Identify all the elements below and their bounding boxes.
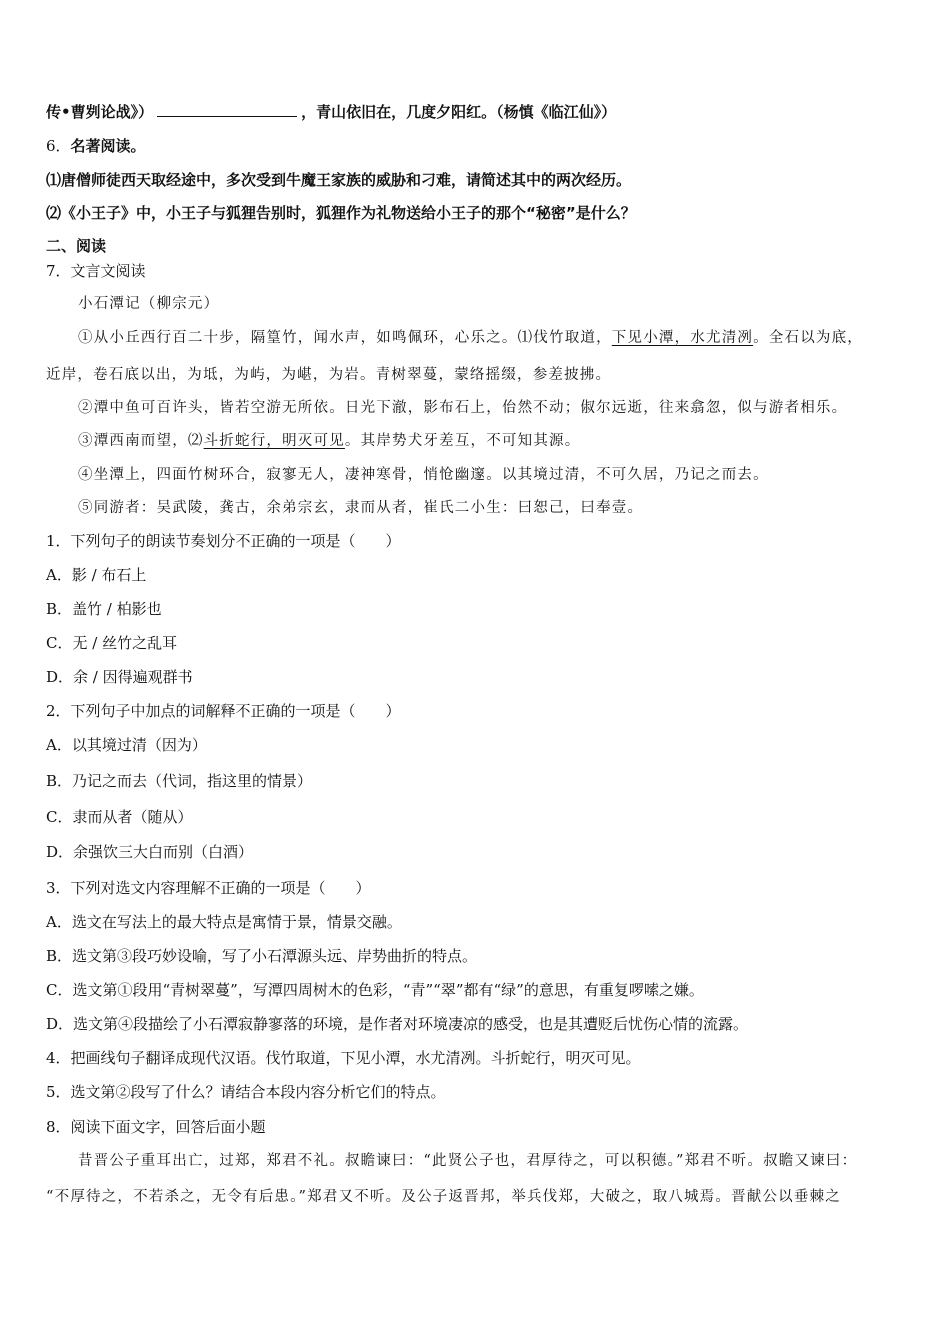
q6-heading bbox=[46, 136, 146, 156]
p3-text: ③潭西南而望，⑵ bbox=[78, 433, 204, 449]
sq1-option-a[interactable]: A．影 / 布石上 bbox=[46, 566, 147, 584]
sq2-option-a[interactable]: A．以其境过清（因为） bbox=[46, 736, 207, 754]
source-text: 传•曹刿论战》） bbox=[46, 103, 154, 121]
poem-text: ，青山依旧在，几度夕阳红。（杨慎《临江仙》） bbox=[301, 103, 617, 121]
sq3-option-c[interactable]: C．选文第①段用“青树翠蔓”，写潭四周树木的色彩，“青”“翠”都有“绿”的意思，有重复啰嗦之嫌。 bbox=[46, 981, 704, 999]
passage-p1-cont: 近岸，卷石底以出，为坻，为屿，为嵁，为岩。青树翠蔓，蒙络摇缀，参差披拂。 bbox=[46, 367, 612, 383]
sq3-option-b[interactable]: B．选文第③段巧妙设喻，写了小石潭源头远、岸势曲折的特点。 bbox=[46, 947, 478, 965]
passage-p3 bbox=[78, 431, 580, 451]
q8-passage-p1: 昔晋公子重耳出亡，过郑，郑君不礼。叔瞻谏曰：“此贤公子也，君厚待之，可以积德。”郑君不听。叔瞻又谏曰： bbox=[78, 1153, 858, 1169]
passage-title: 小石潭记（柳宗元） bbox=[78, 296, 220, 312]
sq1-stem: 1．下列句子的朗读节奏划分不正确的一项是（ ） bbox=[46, 532, 401, 550]
sq2-option-d[interactable]: D．余强饮三大白而别（白酒） bbox=[46, 843, 254, 861]
sq3-option-a[interactable]: A．选文在写法上的最大特点是寓情于景，情景交融。 bbox=[46, 913, 402, 931]
p1-text-cont: 。全石以为底， bbox=[753, 330, 864, 346]
q8-label: 8．阅读下面文字，回答后面小题 bbox=[46, 1118, 266, 1136]
p3-text-cont: 。其岸势犬牙差互，不可知其源。 bbox=[344, 433, 581, 449]
fill-blank[interactable] bbox=[157, 102, 297, 117]
sq4-text: 4．把画线句子翻译成现代汉语。伐竹取道，下见小潭，水尤清冽。斗折蛇行，明灭可见。 bbox=[46, 1049, 641, 1067]
sq2-stem: 2．下列句子中加点的词解释不正确的一项是（ ） bbox=[46, 702, 401, 720]
q6-number: 6． bbox=[46, 137, 71, 155]
q8-passage-p2: “不厚待之，不若杀之，无令有后患。”郑君又不听。及公子返晋邦，举兵伐郑，大破之，取八城焉。晋献公以垂棘之 bbox=[46, 1189, 841, 1205]
section-title: 二、阅读 bbox=[46, 237, 107, 255]
sq1-option-d[interactable]: D．余 / 因得遍观群书 bbox=[46, 668, 193, 686]
sq5-text: 5．选文第②段写了什么？请结合本段内容分析它们的特点。 bbox=[46, 1083, 446, 1101]
q6-sub2: ⑵《小王子》中，小王子与狐狸告别时，狐狸作为礼物送给小王子的那个“秘密”是什么？ bbox=[46, 204, 636, 222]
passage-p4: ④坐潭上，四面竹树环合，寂寥无人，凄神寒骨，悄怆幽邃。以其境过清，不可久居，乃记之而去。 bbox=[78, 467, 769, 483]
passage-p1 bbox=[78, 328, 863, 348]
sq1-option-b[interactable]: B．盖竹 / 柏影也 bbox=[46, 600, 162, 618]
poem-fill-line bbox=[46, 102, 616, 122]
underlined-sentence-2: 斗折蛇行，明灭可见 bbox=[203, 433, 345, 449]
q6-title: 名著阅读。 bbox=[70, 137, 146, 155]
underlined-sentence-1: 下见小潭，水尤清冽 bbox=[611, 330, 754, 346]
q6-sub1: ⑴唐僧师徒西天取经途中，多次受到牛魔王家族的威胁和刁难，请简述其中的两次经历。 bbox=[46, 171, 632, 189]
p1-text: ①从小丘西行百二十步，隔篁竹，闻水声，如鸣佩环，心乐之。⑴伐竹取道， bbox=[78, 330, 612, 346]
sq2-option-c[interactable]: C．隶而从者（随从） bbox=[46, 808, 193, 826]
passage-p2: ②潭中鱼可百许头，皆若空游无所依。日光下澈，影布石上，佁然不动；俶尔远逝，往来翕忽，似与游者相乐。 bbox=[78, 400, 848, 416]
passage-p5: ⑤同游者：吴武陵，龚古，余弟宗玄，隶而从者，崔氏二小生：曰恕己，曰奉壹。 bbox=[78, 500, 644, 516]
sq2-option-b[interactable]: B．乃记之而去（代词，指这里的情景） bbox=[46, 772, 313, 790]
sq3-stem: 3．下列对选文内容理解不正确的一项是（ ） bbox=[46, 879, 371, 897]
sq1-option-c[interactable]: C．无 / 丝竹之乱耳 bbox=[46, 634, 178, 652]
sq3-option-d[interactable]: D．选文第④段描绘了小石潭寂静寥落的环境，是作者对环境凄凉的感受，也是其遭贬后忧伤心情的流露。 bbox=[46, 1015, 749, 1033]
q7-label: 7．文言文阅读 bbox=[46, 262, 146, 280]
